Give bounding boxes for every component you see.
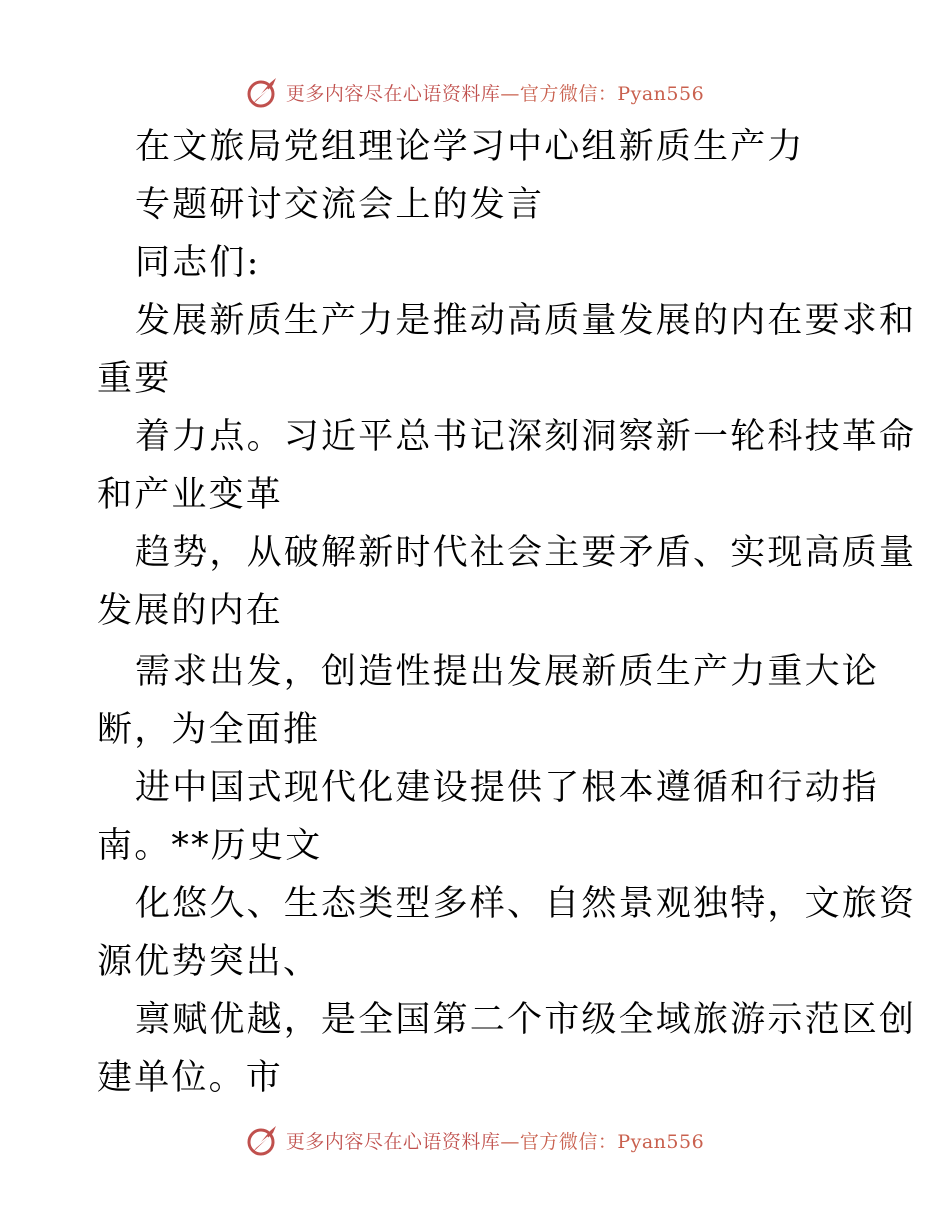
- paragraph-line: 禀赋优越，是全国第二个市级全域旅游示范区创: [135, 1000, 917, 1040]
- paragraph-line: 源优势突出、: [97, 942, 321, 982]
- paragraph-line: 化悠久、生态类型多样、自然景观独特，文旅资: [135, 884, 917, 924]
- banner-lead-text: 更多内容尽在心语资料库: [285, 1130, 501, 1153]
- paragraph-line: 着力点。习近平总书记深刻洞察新一轮科技革命: [135, 417, 917, 457]
- paragraph-line: 重要: [97, 359, 172, 399]
- footer-banner: [0, 1120, 950, 1160]
- paragraph-line: 进中国式现代化建设提供了根本遵循和行动指: [135, 768, 880, 808]
- paragraph-line: 南。**历史文: [97, 826, 323, 866]
- paragraph-line: 需求出发，创造性提出发展新质生产力重大论: [135, 652, 880, 692]
- document-title-line-1: 在文旅局党组理论学习中心组新质生产力: [135, 127, 805, 167]
- quill-pen-logo-icon: [246, 1123, 280, 1157]
- paragraph-line: 发展的内在: [97, 591, 284, 631]
- banner-text: [286, 1127, 704, 1154]
- salutation: 同志们:: [135, 243, 261, 283]
- banner-wechat-text: —官方微信：Pyan556: [500, 1130, 705, 1153]
- paragraph-line: 和产业变革: [97, 475, 284, 515]
- paragraph-line: 建单位。市: [97, 1058, 284, 1098]
- paragraph-line: 趋势，从破解新时代社会主要矛盾、实现高质量: [135, 533, 917, 573]
- document-title-line-2: 专题研讨交流会上的发言: [135, 185, 545, 225]
- paragraph-line: 发展新质生产力是推动高质量发展的内在要求和: [135, 301, 917, 341]
- paragraph-line: 断，为全面推: [97, 710, 321, 750]
- banner-wechat-text: —官方微信：Pyan556: [500, 82, 705, 105]
- banner-lead-text: 更多内容尽在心语资料库: [285, 82, 501, 105]
